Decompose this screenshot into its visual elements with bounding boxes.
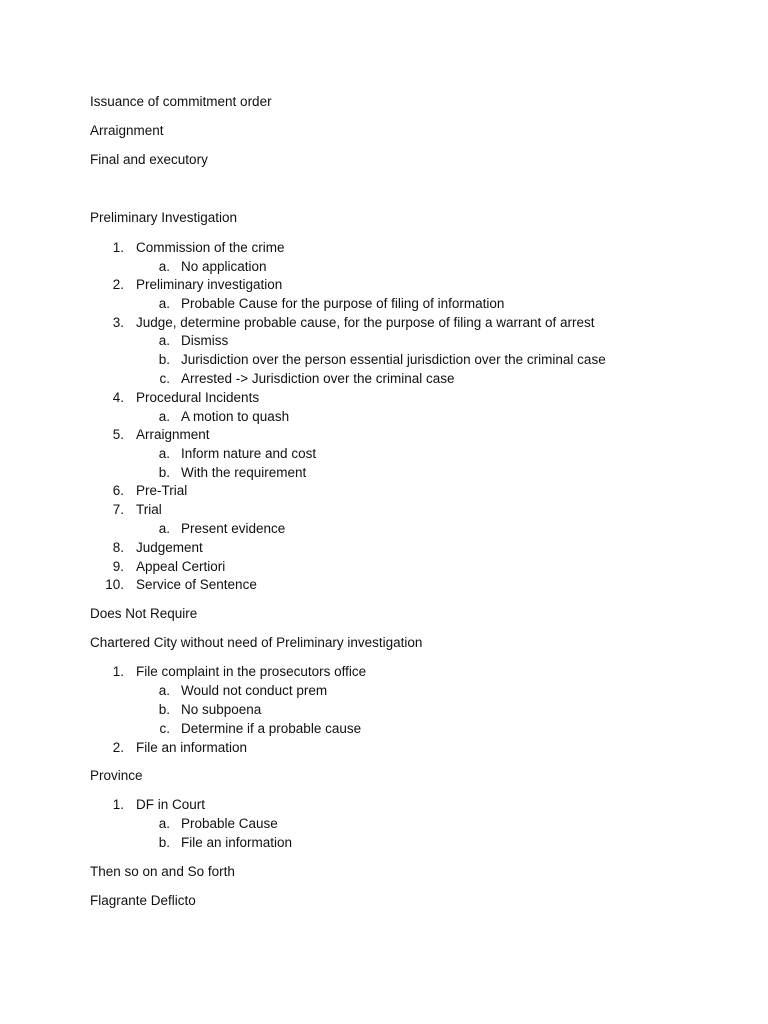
paragraph-does-not-require: Does Not Require — [90, 606, 198, 621]
paragraph-final-executory: Final and executory — [90, 152, 208, 167]
heading-preliminary-investigation: Preliminary Investigation — [90, 210, 238, 225]
document-page: Issuance of commitment order Arraignment Final and executory Preliminary Investigation 1. Commission of the crime a. No application 2. Preliminary investigation a. Probable Cause for the purpose of filing of information 3. Judge, determine probable cause, for the purpose of filing a warrant of arrest a. Dismiss b. Jurisdiction over the person essential jurisdiction over the criminal case c. Arrested -> Jurisdiction over the criminal case 4. Procedural Incidents a. A motion to quash 5. Arraignment a. Inform nature and cost b. With the requirement 6. Pre-Trial 7. Trial a. Present evidence 8. Judgement 9. Appeal Certiori 10. Service of Sentence Does Not Require Chartered City without need of Preliminary investigation 1. File complaint in the prosecutors office a. Would not conduct prem b. No subpoena c. Determine if a probable cause 2. File an information Province 1. DF in Court a. Probable Cause b. File an information Then so on and So forth Flagrante Deflicto — [90, 94, 606, 908]
paragraph-arraignment: Arraignment — [90, 123, 164, 138]
paragraph-so-on: Then so on and So forth — [90, 864, 235, 879]
heading-chartered-city: Chartered City without need of Preliminary investigation — [90, 635, 423, 650]
paragraph-commitment-order: Issuance of commitment order — [90, 94, 272, 109]
heading-province: Province — [90, 768, 143, 783]
paragraph-flagrante-deflicto: Flagrante Deflicto — [90, 893, 196, 908]
